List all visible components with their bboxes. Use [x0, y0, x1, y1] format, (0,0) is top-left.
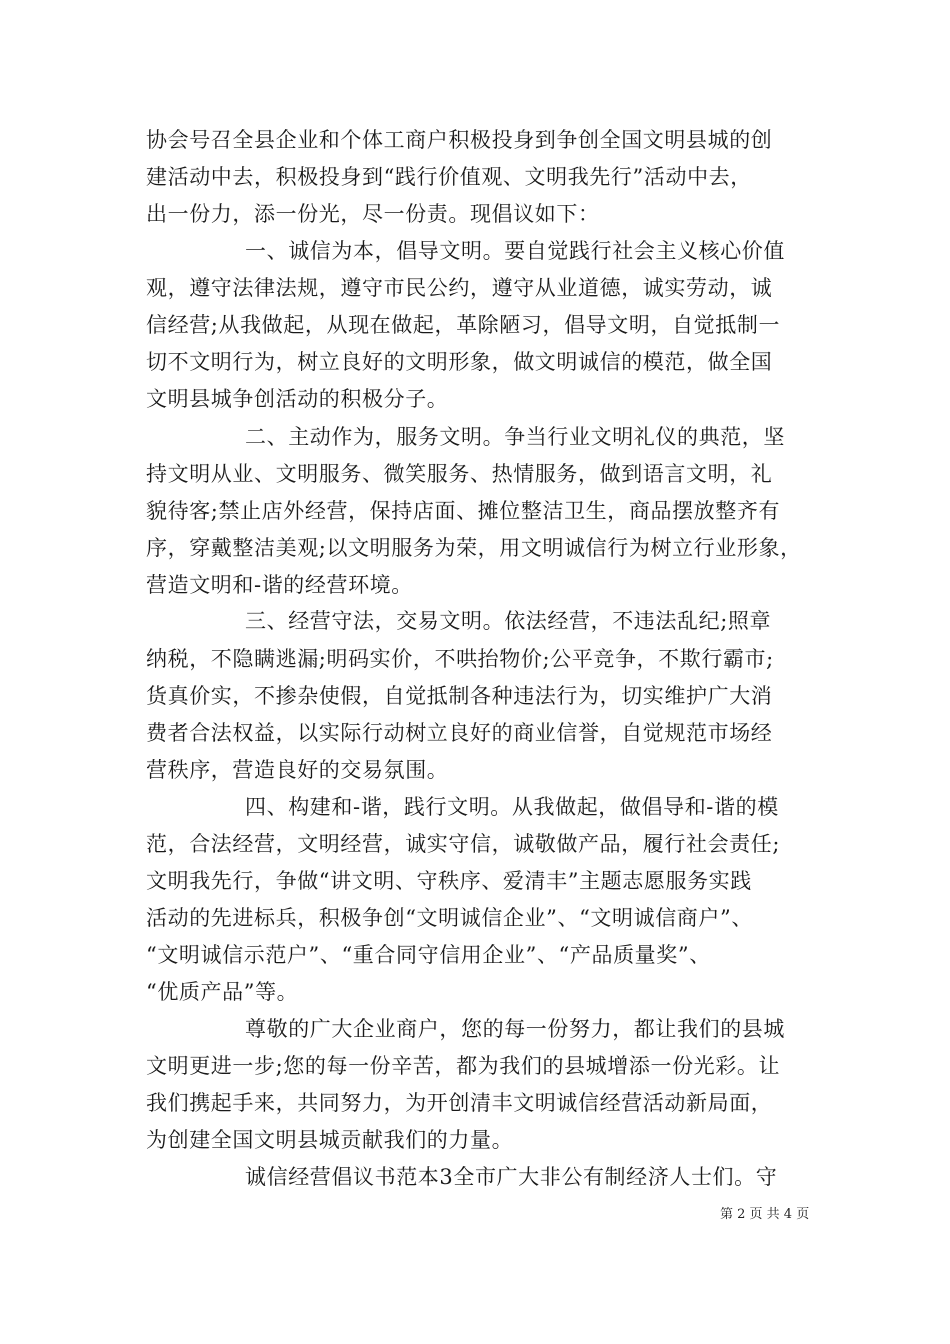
- paragraph-3-start: 三、经营守法，交易文明。依法经营，不违法乱纪;照章: [245, 609, 772, 633]
- text-line: “优质产品”等。: [146, 980, 299, 1004]
- text-line: 建活动中去，积极投身到“践行价值观、文明我先行”活动中去，: [146, 165, 752, 189]
- paragraph-1-start: 一、诚信为本，倡导文明。要自觉践行社会主义核心价值: [245, 239, 785, 263]
- text-line: 为创建全国文明县城贡献我们的力量。: [146, 1128, 514, 1152]
- text-line: 切不文明行为，树立良好的文明形象，做文明诚信的模范，做全国: [146, 350, 773, 374]
- text-line: 文明我先行，争做“讲文明、守秩序、爱清丰”主题志愿服务实践: [146, 869, 752, 893]
- paragraph-6-start: 诚信经营倡议书范本3全市广大非公有制经济人士们。守: [245, 1165, 778, 1189]
- text-line: 范，合法经营，文明经营，诚实守信，诚敬做产品，履行社会责任;: [146, 832, 781, 856]
- text-line: 货真价实，不掺杂使假，自觉抵制各种违法行为，切实维护广大消: [146, 684, 773, 708]
- text-line: 纳税，不隐瞒逃漏;明码实价，不哄抬物价;公平竞争，不欺行霸市;: [146, 647, 774, 671]
- text-line: 文明更进一步;您的每一份辛苦，都为我们的县城增添一份光彩。让: [146, 1054, 781, 1078]
- text-line: 费者合法权益，以实际行动树立良好的商业信誉，自觉规范市场经: [146, 721, 773, 745]
- text-line: 信经营;从我做起，从现在做起，革除陋习，倡导文明，自觉抵制一: [146, 313, 781, 337]
- text-line: 活动的先进标兵，积极争创“文明诚信企业”、“文明诚信商户”、: [146, 906, 753, 930]
- text-line: 营造文明和-谐的经营环境。: [146, 573, 413, 597]
- text-line: 我们携起手来，共同努力，为开创清丰文明诚信经营活动新局面，: [146, 1091, 773, 1115]
- text-line: 持文明从业、文明服务、微笑服务、热情服务，做到语言文明，礼: [146, 462, 773, 486]
- page-number-footer: 第 2 页 共 4 页: [720, 1207, 810, 1222]
- text-line: 文明县城争创活动的积极分子。: [146, 387, 449, 411]
- text-line: 貌待客;禁止店外经营，保持店面、摊位整洁卫生，商品摆放整齐有: [146, 499, 781, 523]
- paragraph-5-start: 尊敬的广大企业商户，您的每一份努力，都让我们的县城: [245, 1017, 785, 1041]
- text-line: 观，遵守法律法规，遵守市民公约，遵守从业道德，诚实劳动，诚: [146, 276, 773, 300]
- text-line: 协会号召全县企业和个体工商户积极投身到争创全国文明县城的创: [146, 128, 773, 152]
- paragraph-4-start: 四、构建和-谐，践行文明。从我做起，做倡导和-谐的模: [245, 795, 779, 819]
- text-line: 序，穿戴整洁美观;以文明服务为荣，用文明诚信行为树立行业形象，: [146, 536, 802, 560]
- paragraph-2-start: 二、主动作为，服务文明。争当行业文明礼仪的典范，坚: [245, 425, 785, 449]
- text-line: 出一份力，添一份光，尽一份责。现倡议如下：: [146, 202, 600, 226]
- text-line: 营秩序，营造良好的交易氛围。: [146, 758, 449, 782]
- text-line: “文明诚信示范户”、“重合同守信用企业”、“产品质量奖”、: [146, 943, 711, 967]
